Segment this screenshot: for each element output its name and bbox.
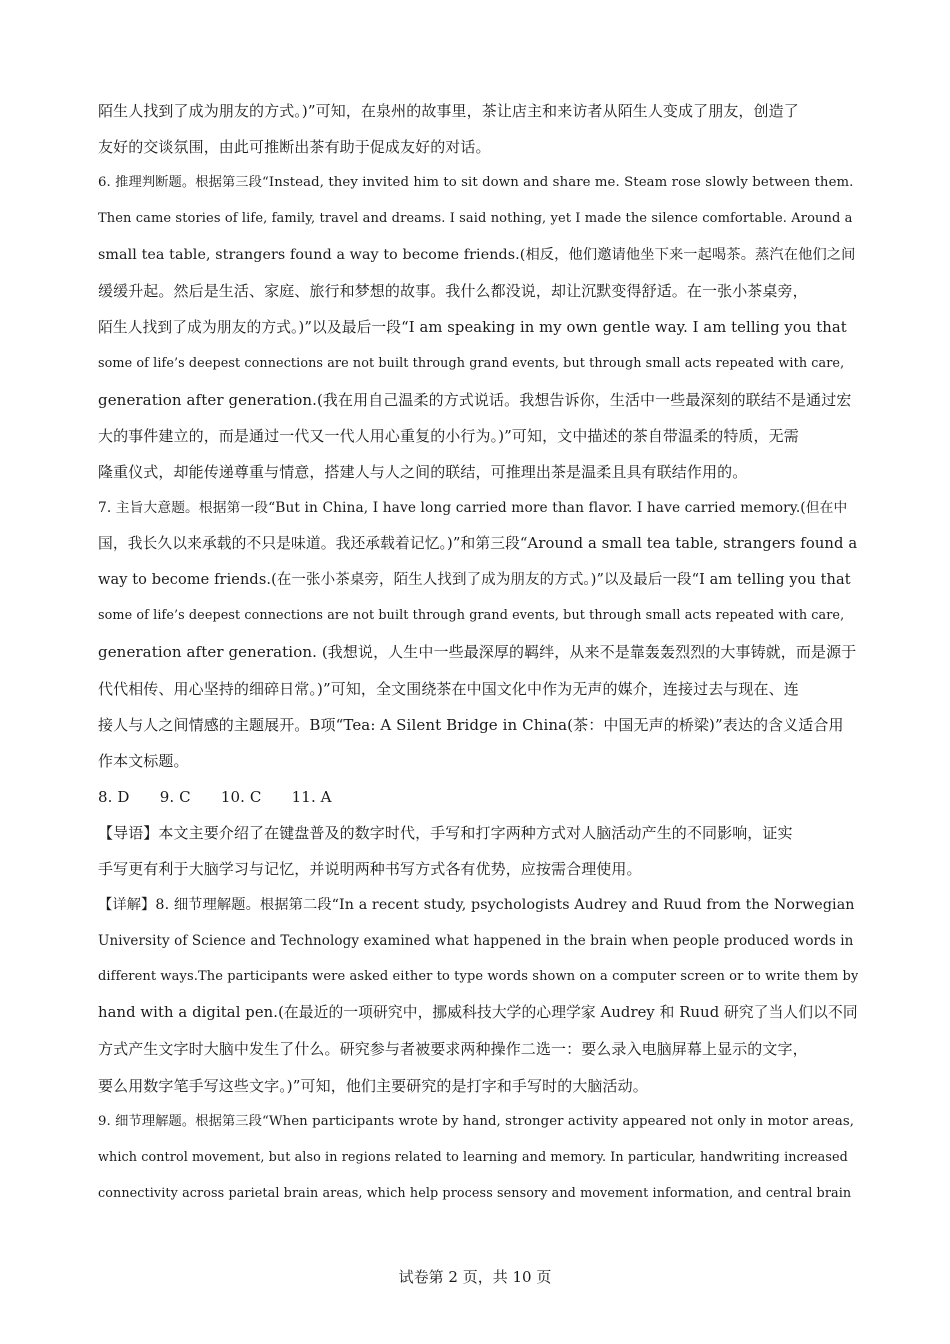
text-line: 要么用数字笔手写这些文字。)”可知，他们主要研究的是打字和手写时的大脑活动。 [98,1076,648,1095]
text-line: way to become friends.(在一张小茶桌旁，陌生人找到了成为朋友的方式。)”以及最后一段“I am telling you that [98,572,851,589]
text-line: 友好的交谈氛围，由此可推断出茶有助于促成友好的对话。 [98,138,491,157]
text-line: 缓缓升起。然后是生活、家庭、旅行和梦想的故事。我什么都没说，却让沉默变得舒适。在一张小茶桌旁， [98,282,808,301]
text-line: 陌生人找到了成为朋友的方式。)”以及最后一段“I am speaking in my own gentle way. I am telling you that [98,318,847,336]
text-line: hand with a digital pen.(在最近的一项研究中，挪威科技大学的心理学家 Audrey 和 Ruud 研究了当人们以不同 [98,1004,858,1022]
text-line: which control movement, but also in regions related to learning and memory. In particular, handwriting increased [98,1149,848,1165]
text-line: 手写更有利于大脑学习与记忆，并说明两种书写方式各有优势，应按需合理使用。 [98,859,642,878]
text-line: 国，我长久以来承载的不只是味道。我还承载着记忆。)”和第三段“Around a small tea table, strangers found a [98,535,858,553]
text-line: some of life’s deepest connections are not built through grand events, but through small acts repeated with care, [98,608,845,624]
text-line: generation after generation. (我想说，人生中一些最深厚的羁绊，从来不是靠轰轰烈烈的大事铸就，而是源于 [98,643,857,662]
text-line: 接人与人之间情感的主题展开。B项“Tea: A Silent Bridge in China(茶：中国无声的桥梁)”表达的含义适合用 [98,715,844,734]
document-body [98,93,858,1212]
text-line: 9. 细节理解题。根据第三段“When participants wrote by hand, stronger activity appeared not only in motor areas, [98,1113,855,1129]
text-line: 代代相传、用心坚持的细碎日常。)”可知，全文围绕茶在中国文化中作为无声的媒介，连接过去与现在、连 [98,679,799,698]
text-line: 作本文标题。 [98,751,189,770]
text-line: 陌生人找到了成为朋友的方式。)”可知，在泉州的故事里，茶让店主和来访者从陌生人变成了朋友，创造了 [98,102,799,120]
text-line: connectivity across parietal brain areas, which help process sensory and movement information, and central brain [98,1185,852,1201]
text-line: 方式产生文字时大脑中发生了什么。研究参与者被要求两种操作二选一：要么录入电脑屏幕上显示的文字， [98,1040,808,1059]
text-line: different ways.The participants were asked either to type words shown on a computer screen or to write them by [98,969,858,985]
text-line: generation after generation.(我在用自己温柔的方式说话。我想告诉你，生活中一些最深刻的联结不是通过宏 [98,390,852,409]
text-line: 8. D 9. C 10. C 11. A [98,787,332,806]
text-line: 【导语】本文主要介绍了在键盘普及的数字时代，手写和打字两种方式对人脑活动产生的不同影响，证实 [98,823,793,842]
text-line: 【详解】8. 细节理解题。根据第二段“In a recent study, psychologists Audrey and Ruud from the Norwegian [98,897,855,914]
page-footer: 试卷第 2 页，共 10 页 [398,1268,552,1286]
text-line: 7. 主旨大意题。根据第一段“But in China, I have long carried more than flavor. I have carried memory.(但在中 [98,500,848,517]
text-line: Then came stories of life, family, travel and dreams. I said nothing, yet I made the silence comfortable. Around a [98,211,853,227]
text-line: 隆重仪式，却能传递尊重与情意，搭建人与人之间的联结，可推理出茶是温柔且具有联结作用的。 [98,462,748,481]
text-line: 6. 推理判断题。根据第三段“Instead, they invited him to sit down and share me. Steam rose slowly between them. [98,175,854,191]
text-line: 大的事件建立的，而是通过一代又一代人用心重复的小行为。)”可知，文中描述的茶自带温柔的特质，无需 [98,426,799,445]
text-line: University of Science and Technology examined what happened in the brain when people produced words in [98,933,854,950]
text-line: some of life’s deepest connections are not built through grand events, but through small acts repeated with care, [98,355,845,371]
text-line: small tea table, strangers found a way to become friends.(相反，他们邀请他坐下来一起喝茶。蒸汽在他们之间 [98,247,856,264]
